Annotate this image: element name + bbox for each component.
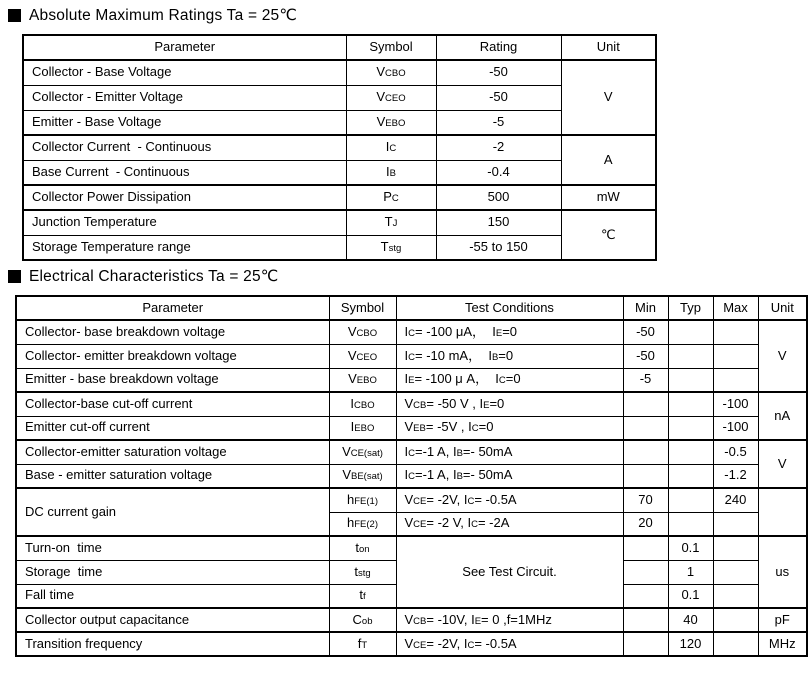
col-header-unit: Unit — [561, 35, 656, 60]
parameter-cell: Emitter - base breakdown voltage — [16, 368, 329, 392]
test-conditions-cell: VEB= -5V , IC=0 — [396, 416, 623, 440]
typ-cell — [668, 344, 713, 368]
unit-cell: nA — [758, 392, 807, 440]
test-conditions-cell: VCE= -2V, IC= -0.5A — [396, 632, 623, 656]
subscript-text: C — [391, 193, 399, 205]
max-cell: -100 — [713, 416, 758, 440]
typ-cell: 0.1 — [668, 584, 713, 608]
min-cell: -50 — [623, 344, 668, 368]
unit-cell: pF — [758, 608, 807, 632]
min-cell — [623, 464, 668, 488]
test-conditions-cell: IC=-1 A, IB=- 50mA — [396, 440, 623, 464]
max-cell — [713, 536, 758, 560]
subscript-text: C — [389, 143, 397, 155]
subscript-text: C — [471, 519, 478, 531]
unit-cell — [758, 488, 807, 536]
subscript-text: on — [359, 543, 370, 555]
symbol-cell: tf — [329, 584, 396, 608]
unit-cell: V — [758, 320, 807, 392]
test-conditions-cell: IC= -10 mA， IB=0 — [396, 344, 623, 368]
rating-cell: -50 — [436, 85, 561, 110]
subscript-text: J — [392, 218, 398, 230]
col-header-min: Min — [623, 296, 668, 320]
symbol-cell: VCEO — [346, 85, 436, 110]
symbol-cell: Cob — [329, 608, 396, 632]
subscript-text: stg — [357, 567, 371, 579]
parameter-cell: Collector-base cut-off current — [16, 392, 329, 416]
symbol-cell: hFE(1) — [329, 488, 396, 512]
parameter-cell: Storage time — [16, 560, 329, 584]
square-bullet-icon — [8, 270, 21, 283]
unit-cell: MHz — [758, 632, 807, 656]
unit-cell: V — [758, 440, 807, 488]
test-conditions-cell: VCE= -2 V, IC= -2A — [396, 512, 623, 536]
typ-cell — [668, 416, 713, 440]
min-cell — [623, 608, 668, 632]
subscript-text: C — [408, 327, 415, 339]
test-conditions-cell: IC=-1 A, IB=- 50mA — [396, 464, 623, 488]
test-conditions-cell: VCB= -50 V , IE=0 — [396, 392, 623, 416]
max-cell — [713, 320, 758, 344]
symbol-cell: TJ — [346, 210, 436, 235]
rating-cell: -0.4 — [436, 160, 561, 185]
subscript-text: B — [389, 167, 396, 179]
subscript-text: CBO — [354, 399, 375, 411]
subscript-text: CB — [413, 399, 427, 411]
subscript-text: E — [495, 327, 503, 339]
parameter-cell: Emitter - Base Voltage — [23, 110, 346, 135]
typ-cell: 0.1 — [668, 536, 713, 560]
parameter-cell: Collector Current - Continuous — [23, 135, 346, 160]
abs-max-section — [0, 6, 810, 261]
parameter-cell: Collector - Emitter Voltage — [23, 85, 346, 110]
symbol-cell: VCEO — [329, 344, 396, 368]
max-cell — [713, 368, 758, 392]
max-cell: -0.5 — [713, 440, 758, 464]
symbol-cell: VCBO — [346, 60, 436, 85]
col-header-test-conditions: Test Conditions — [396, 296, 623, 320]
symbol-cell: VCBO — [329, 320, 396, 344]
table-row — [23, 210, 656, 235]
typ-cell: 1 — [668, 560, 713, 584]
absolute-maximum-ratings-table — [22, 34, 657, 261]
max-cell — [713, 344, 758, 368]
parameter-cell: Emitter cut-off current — [16, 416, 329, 440]
elec-title — [8, 267, 810, 286]
min-cell: 70 — [623, 488, 668, 512]
rating-cell: 150 — [436, 210, 561, 235]
table-row — [16, 608, 807, 632]
min-cell: -5 — [623, 368, 668, 392]
rating-cell: 500 — [436, 185, 561, 210]
symbol-cell: IC — [346, 135, 436, 160]
table-row — [23, 185, 656, 210]
subscript-text: CE — [413, 495, 427, 507]
table-row — [16, 368, 807, 392]
typ-cell: 40 — [668, 608, 713, 632]
parameter-cell: Collector- emitter breakdown voltage — [16, 344, 329, 368]
subscript-text: EBO — [385, 117, 406, 129]
parameter-cell: Transition frequency — [16, 632, 329, 656]
max-cell — [713, 584, 758, 608]
symbol-cell: VEBO — [329, 368, 396, 392]
symbol-cell: tstg — [329, 560, 396, 584]
min-cell — [623, 440, 668, 464]
symbol-cell: IB — [346, 160, 436, 185]
subscript-text: C — [408, 471, 415, 483]
table-row — [16, 320, 807, 344]
subscript-text: C — [498, 375, 506, 387]
subscript-text: CE — [413, 639, 427, 651]
subscript-text: B — [456, 447, 463, 459]
min-cell: 20 — [623, 512, 668, 536]
typ-cell — [668, 320, 713, 344]
rating-cell: -2 — [436, 135, 561, 160]
typ-cell — [668, 512, 713, 536]
col-header-unit: Unit — [758, 296, 807, 320]
typ-cell — [668, 488, 713, 512]
subscript-text: B — [456, 471, 463, 483]
parameter-cell: Collector output capacitance — [16, 608, 329, 632]
min-cell: -50 — [623, 320, 668, 344]
subscript-text: C — [471, 423, 479, 435]
rating-cell: -50 — [436, 60, 561, 85]
test-conditions-cell: IE= -100 μ A， IC=0 — [396, 368, 623, 392]
table-row — [16, 632, 807, 656]
subscript-text: T — [361, 639, 368, 651]
parameter-cell: Collector- base breakdown voltage — [16, 320, 329, 344]
subscript-text: EBO — [354, 423, 375, 435]
symbol-cell: VEBO — [346, 110, 436, 135]
typ-cell — [668, 464, 713, 488]
table-row — [23, 135, 656, 160]
symbol-cell: hFE(2) — [329, 512, 396, 536]
subscript-text: C — [467, 639, 475, 651]
parameter-cell: Base - emitter saturation voltage — [16, 464, 329, 488]
subscript-text: E — [483, 399, 490, 411]
min-cell — [623, 632, 668, 656]
parameter-cell: Collector-emitter saturation voltage — [16, 440, 329, 464]
subscript-text: C — [467, 495, 475, 507]
col-header-symbol: Symbol — [346, 35, 436, 60]
symbol-cell: Tstg — [346, 235, 436, 260]
subscript-text: EBO — [356, 375, 377, 387]
max-cell: -100 — [713, 392, 758, 416]
unit-cell: ℃ — [561, 210, 656, 260]
parameter-cell: DC current gain — [16, 488, 329, 536]
elec-characteristics-section — [0, 267, 810, 657]
subscript-text: CBO — [385, 68, 406, 80]
symbol-cell: fT — [329, 632, 396, 656]
typ-cell: 120 — [668, 632, 713, 656]
subscript-text: C — [408, 351, 415, 363]
elec-title-text: Electrical Characteristics Ta = 25℃ — [29, 268, 279, 285]
min-cell — [623, 416, 668, 440]
electrical-characteristics-table — [15, 295, 808, 657]
max-cell — [713, 608, 758, 632]
table-row — [16, 392, 807, 416]
parameter-cell: Junction Temperature — [23, 210, 346, 235]
col-header-typ: Typ — [668, 296, 713, 320]
typ-cell — [668, 368, 713, 392]
symbol-cell: ICBO — [329, 392, 396, 416]
test-conditions-cell: IC= -100 μA， IE=0 — [396, 320, 623, 344]
table-row — [16, 464, 807, 488]
subscript-text: CE(sat) — [350, 447, 383, 459]
square-bullet-icon — [8, 9, 21, 22]
parameter-cell: Turn-on time — [16, 536, 329, 560]
table-row — [23, 60, 656, 85]
parameter-cell: Collector Power Dissipation — [23, 185, 346, 210]
subscript-text: C — [408, 447, 415, 459]
max-cell — [713, 632, 758, 656]
rating-cell: -5 — [436, 110, 561, 135]
subscript-text: FE(1) — [354, 495, 378, 507]
typ-cell — [668, 440, 713, 464]
col-header-symbol: Symbol — [329, 296, 396, 320]
typ-cell — [668, 392, 713, 416]
table-row — [16, 536, 807, 560]
subscript-text: FE(2) — [354, 519, 378, 531]
symbol-cell: ton — [329, 536, 396, 560]
parameter-cell: Collector - Base Voltage — [23, 60, 346, 85]
subscript-text: CEO — [356, 351, 378, 363]
symbol-cell: VBE(sat) — [329, 464, 396, 488]
subscript-text: BE(sat) — [350, 471, 383, 483]
subscript-text: EB — [413, 423, 426, 435]
table-row — [16, 416, 807, 440]
symbol-cell: PC — [346, 185, 436, 210]
col-header-parameter: Parameter — [23, 35, 346, 60]
symbol-cell: VCE(sat) — [329, 440, 396, 464]
min-cell — [623, 560, 668, 584]
test-conditions-cell: See Test Circuit. — [396, 536, 623, 608]
unit-cell: mW — [561, 185, 656, 210]
subscript-text: f — [362, 591, 366, 603]
min-cell — [623, 584, 668, 608]
max-cell: -1.2 — [713, 464, 758, 488]
subscript-text: E — [408, 375, 415, 387]
max-cell: 240 — [713, 488, 758, 512]
unit-cell: A — [561, 135, 656, 185]
test-conditions-cell: VCE= -2V, IC= -0.5A — [396, 488, 623, 512]
max-cell — [713, 512, 758, 536]
max-cell — [713, 560, 758, 584]
table-row — [16, 440, 807, 464]
subscript-text: CBO — [356, 327, 378, 339]
unit-cell: us — [758, 536, 807, 608]
table-row — [16, 344, 807, 368]
col-header-max: Max — [713, 296, 758, 320]
test-conditions-cell: VCB= -10V, IE= 0 ,f=1MHz — [396, 608, 623, 632]
col-header-rating: Rating — [436, 35, 561, 60]
subscript-text: E — [474, 615, 482, 627]
parameter-cell: Fall time — [16, 584, 329, 608]
unit-cell: V — [561, 60, 656, 135]
subscript-text: stg — [388, 242, 402, 254]
abs-max-title — [8, 6, 810, 25]
table-row — [16, 488, 807, 512]
symbol-cell: IEBO — [329, 416, 396, 440]
abs-max-title-text: Absolute Maximum Ratings Ta = 25℃ — [29, 7, 297, 24]
parameter-cell: Storage Temperature range — [23, 235, 346, 260]
subscript-text: CEO — [385, 93, 406, 105]
min-cell — [623, 536, 668, 560]
subscript-text: B — [491, 351, 499, 363]
subscript-text: CE — [413, 519, 427, 531]
subscript-text: CB — [413, 615, 427, 627]
col-header-parameter: Parameter — [16, 296, 329, 320]
subscript-text: ob — [361, 615, 373, 627]
min-cell — [623, 392, 668, 416]
rating-cell: -55 to 150 — [436, 235, 561, 260]
parameter-cell: Base Current - Continuous — [23, 160, 346, 185]
